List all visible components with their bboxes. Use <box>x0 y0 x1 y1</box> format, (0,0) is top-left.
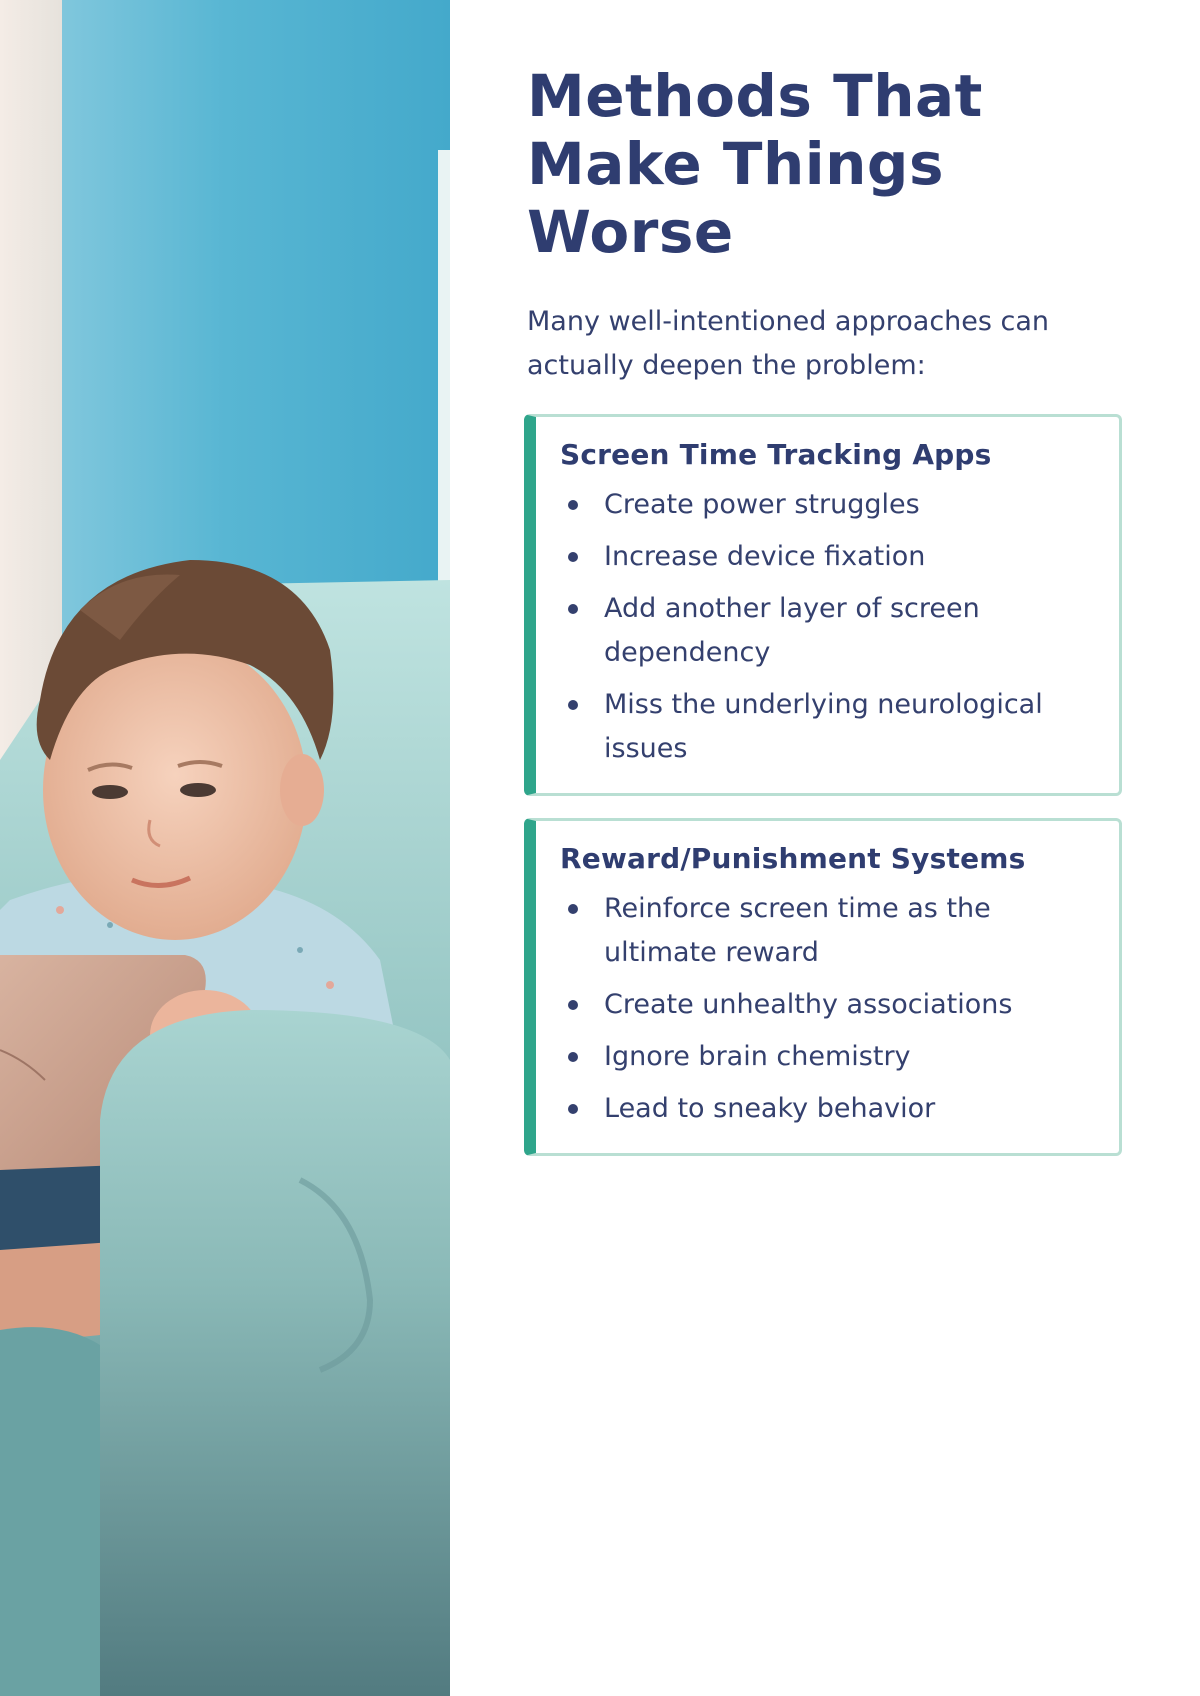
bullet-list <box>560 483 1095 771</box>
bullet-list <box>560 887 1095 1131</box>
methods-card-reward-punishment <box>524 818 1122 1156</box>
list-item <box>560 1035 1095 1079</box>
list-item-text: Miss the underlying neurological issues <box>604 689 1043 764</box>
list-item-text: Add another layer of screen dependency <box>604 593 980 668</box>
content-column <box>527 62 1123 1156</box>
bullet-icon <box>568 604 578 614</box>
bullet-icon <box>568 904 578 914</box>
methods-card-tracking-apps <box>524 414 1122 796</box>
list-item-text: Create unhealthy associations <box>604 989 1013 1020</box>
bullet-icon <box>568 1052 578 1062</box>
bullet-icon <box>568 552 578 562</box>
list-item <box>560 483 1095 527</box>
bullet-icon <box>568 500 578 510</box>
list-item <box>560 587 1095 675</box>
list-item-text: Reinforce screen time as the ultimate reward <box>604 893 991 968</box>
list-item-text: Lead to sneaky behavior <box>604 1093 936 1124</box>
list-item <box>560 1087 1095 1131</box>
list-item <box>560 983 1095 1027</box>
bullet-icon <box>568 1000 578 1010</box>
toddler-tablet-photo <box>0 0 450 1696</box>
card-title: Reward/Punishment Systems <box>560 842 1026 875</box>
card-title: Screen Time Tracking Apps <box>560 438 992 471</box>
list-item-text: Increase device fixation <box>604 541 926 572</box>
bullet-icon <box>568 1104 578 1114</box>
bullet-icon <box>568 700 578 710</box>
list-item <box>560 683 1095 771</box>
list-item <box>560 535 1095 579</box>
intro-paragraph: Many well-intentioned approaches can actually deepen the problem: <box>527 306 1050 381</box>
list-item <box>560 887 1095 975</box>
page-title: Methods That Make Things Worse <box>527 62 983 266</box>
list-item-text: Ignore brain chemistry <box>604 1041 911 1072</box>
list-item-text: Create power struggles <box>604 489 920 520</box>
